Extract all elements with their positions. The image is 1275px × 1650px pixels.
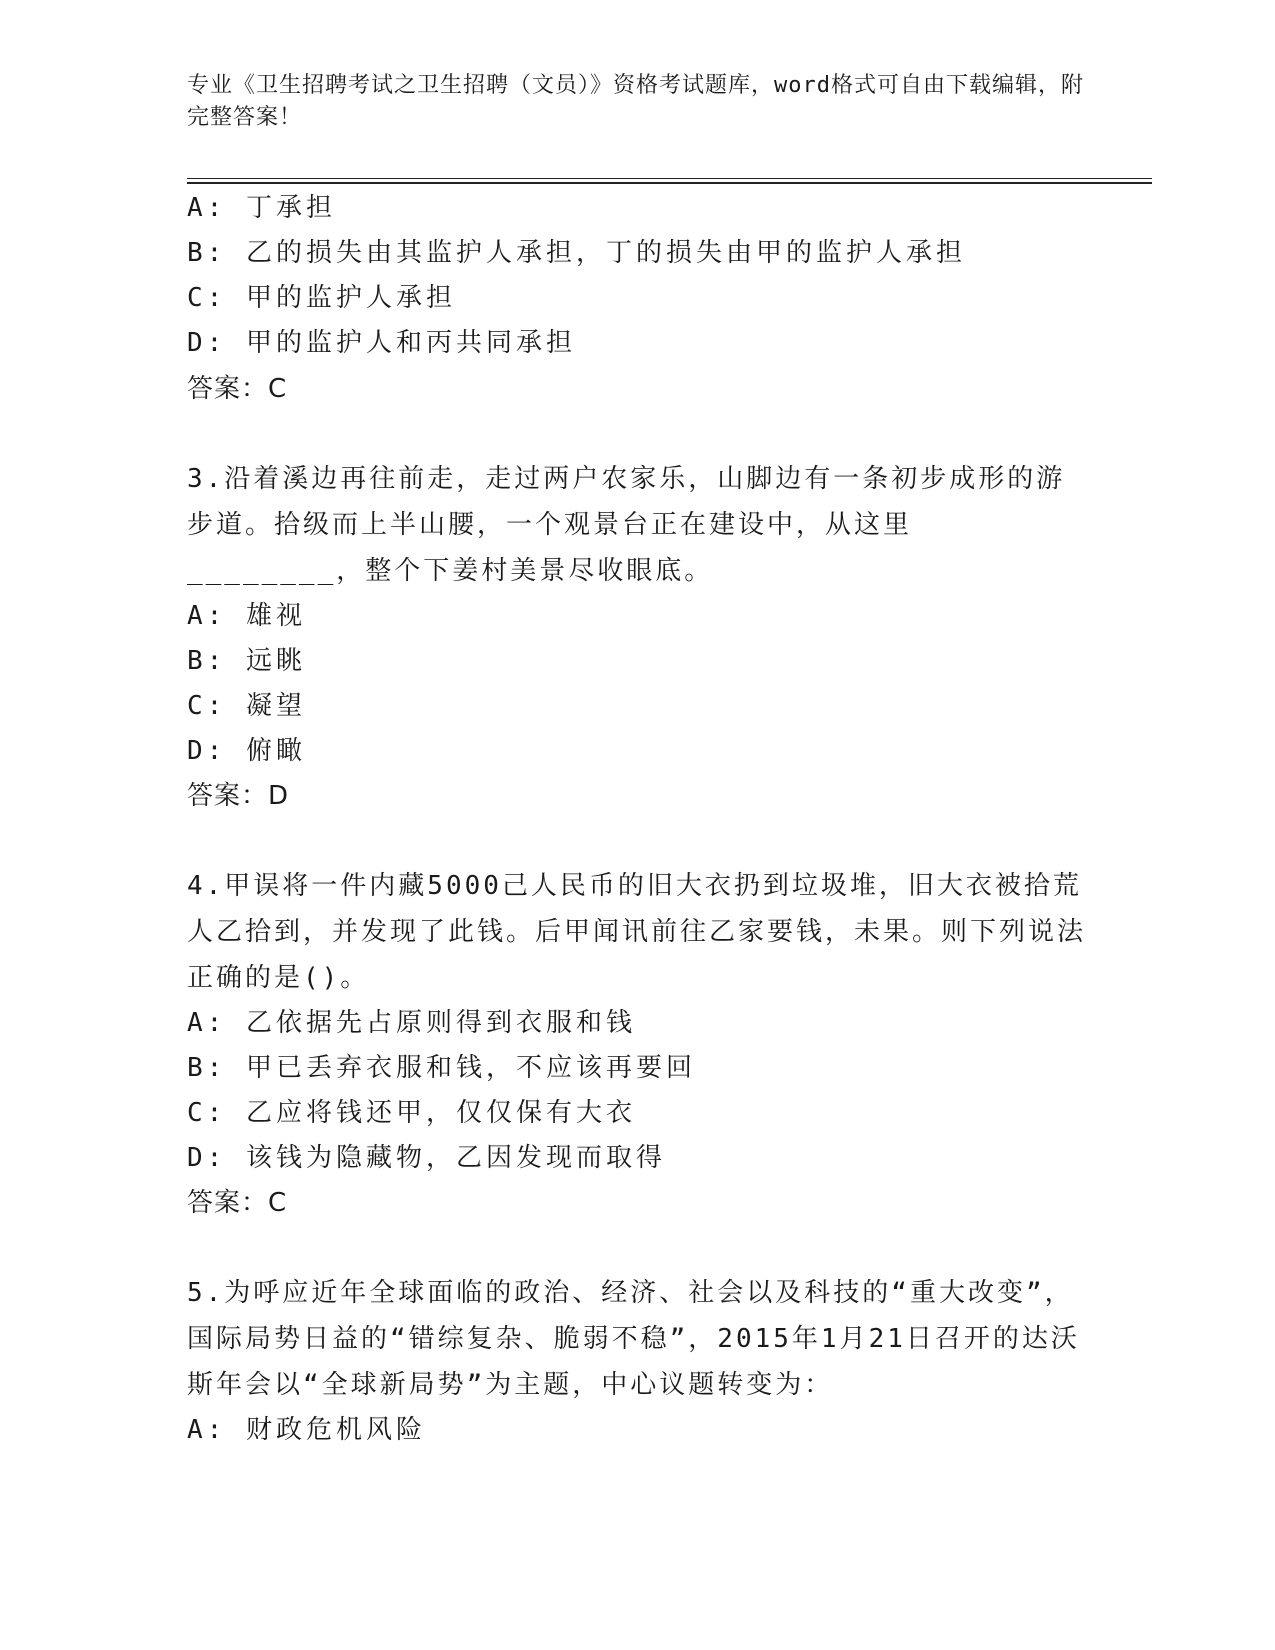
q4-answer: 答案：C — [187, 1188, 288, 1218]
q2-option-c: C: 甲的监护人承担 — [187, 283, 456, 313]
q2-option-a: A: 丁承担 — [187, 193, 336, 223]
q3-option-a: A: 雄视 — [187, 601, 306, 631]
q3-stem: 3.沿着溪边再往前走，走过两户农家乐，山脚边有一条初步成形的游步道。拾级而上半山腰，一个观景台正在建设中，从这里________，整个下姜村美景尽收眼底。 — [187, 464, 1066, 586]
q5-option-a: A: 财政危机风险 — [187, 1415, 426, 1445]
document-header: 专业《卫生招聘考试之卫生招聘（文员）》资格考试题库，word格式可自由下载编辑，附完整答案！ — [187, 73, 1084, 130]
q4-option-b: B: 甲已丢弃衣服和钱，不应该再要回 — [187, 1053, 696, 1083]
q3-option-d: D: 俯瞰 — [187, 736, 306, 766]
q2-option-d: D: 甲的监护人和丙共同承担 — [187, 328, 576, 358]
q4-stem: 4.甲误将一件内藏5000己人民币的旧大衣扔到垃圾堆，旧大衣被拾荒人乙拾到，并发现了此钱。后甲闻讯前往乙家要钱，未果。则下列说法正确的是()。 — [187, 871, 1087, 993]
q4-option-c: C: 乙应将钱还甲，仅仅保有大衣 — [187, 1098, 636, 1128]
q3-answer: 答案：D — [187, 781, 290, 811]
header-divider-thin — [187, 178, 1152, 179]
q2-answer: 答案：C — [187, 374, 288, 404]
q3-option-b: B: 远眺 — [187, 646, 306, 676]
q5-stem: 5.为呼应近年全球面临的政治、经济、社会以及科技的“重大改变”，国际局势日益的“错综复杂、脆弱不稳”，2015年1月21日召开的达沃斯年会以“全球新局势”为主题，中心议题转变为： — [187, 1278, 1080, 1400]
q3-option-c: C: 凝望 — [187, 691, 306, 721]
q4-option-a: A: 乙依据先占原则得到衣服和钱 — [187, 1008, 636, 1038]
q4-option-d: D: 该钱为隐藏物，乙因发现而取得 — [187, 1143, 666, 1173]
header-divider-thick — [187, 182, 1152, 184]
q2-option-b: B: 乙的损失由其监护人承担，丁的损失由甲的监护人承担 — [187, 238, 966, 268]
